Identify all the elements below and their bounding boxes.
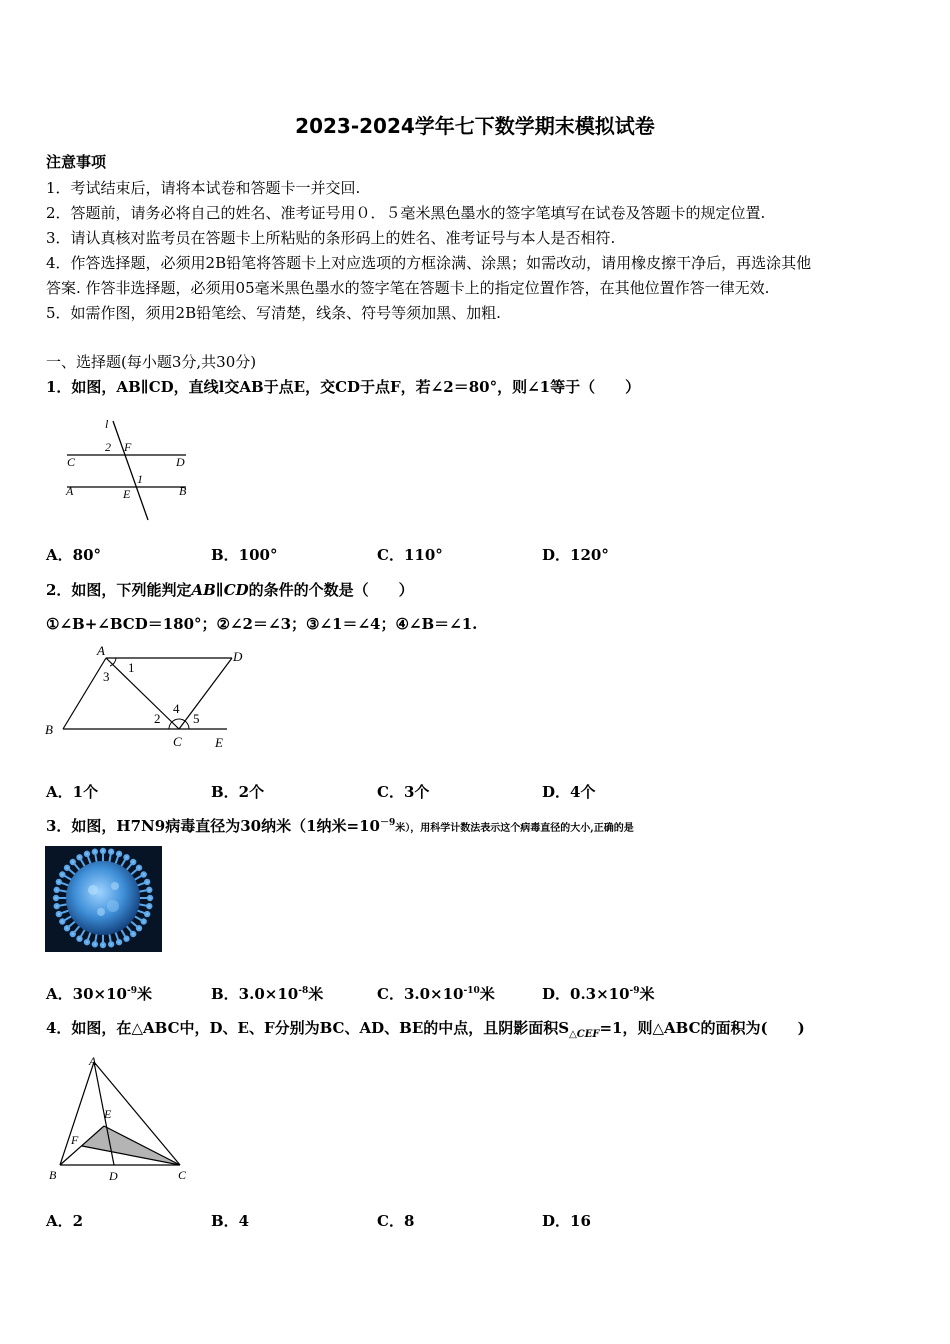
notice-item: 5．如需作图，须用2B铅笔绘、写清楚，线条、符号等须加黑、加粗. <box>46 304 501 322</box>
section-heading: 一、选择题(每小题3分,共30分) <box>46 353 257 371</box>
q1-option-b: B．100° <box>211 546 278 564</box>
notice-item: 4．作答选择题，必须用2B铅笔将答题卡上对应选项的方框涂满、涂黑；如需改动，请用橡皮擦干净后，再选涂其他 <box>46 254 812 272</box>
virus-spike-tip <box>109 850 113 854</box>
label-1: 1 <box>128 660 135 675</box>
notice-item: 答案. 作答非选择题，必须用05毫米黑色墨水的签字笔在答题卡上的指定位置作答，在其他位置作答一律无效. <box>46 279 770 297</box>
q2-conditions: ①∠B+∠BCD＝180°；②∠2＝∠3；③∠1＝∠4；④∠B＝∠1. <box>46 615 478 633</box>
virus-spike-tip <box>117 940 121 944</box>
virus-spike-tip <box>117 852 121 856</box>
q3-stem-exp: －9 <box>379 818 396 828</box>
virus-spike-tip <box>85 940 89 944</box>
q2-option-c: C．3个 <box>377 783 430 801</box>
virus-spike-tip <box>137 926 141 930</box>
virus-spike-tip <box>71 932 75 936</box>
virus-spike-tip <box>101 943 105 947</box>
virus-spike-tip <box>55 904 59 908</box>
virus-spike-tip <box>124 855 128 859</box>
label-4: 4 <box>173 701 180 716</box>
notice-heading: 注意事项 <box>46 153 107 171</box>
q2-stem <box>46 579 414 600</box>
virus-spike-tip <box>137 866 141 870</box>
line-dc <box>179 658 232 729</box>
q3-option-c: C．$3.0\times 10^{-10}$米 <box>377 985 495 1003</box>
q1-stem: 1．如图，AB∥CD，直线l交AB于点E，交CD于点F，若∠2＝80°，则∠1等于（ ） <box>46 378 641 396</box>
label-1: 1 <box>137 472 143 486</box>
q4-stem <box>46 1017 805 1040</box>
virus-spike-tip <box>147 904 151 908</box>
label-d: D <box>109 1169 118 1183</box>
q2-figure <box>40 643 255 755</box>
virus-spike-tip <box>109 942 113 946</box>
q1-option-a: A．80° <box>46 546 102 564</box>
q4-option-a: A．2 <box>46 1212 84 1230</box>
virus-spike-tip <box>142 919 146 923</box>
line-ac <box>106 658 179 729</box>
label-b: B <box>49 1168 57 1182</box>
label-a: A <box>66 484 74 498</box>
label-d: D <box>176 455 185 469</box>
virus-spike-tip <box>60 872 64 876</box>
q2-option-b: B．2个 <box>211 783 265 801</box>
virus-spike-tip <box>85 852 89 856</box>
line-l <box>113 421 148 520</box>
q2-stem-math: AB∥CD <box>191 581 249 599</box>
virus-spike-tip <box>57 880 61 884</box>
q1-figure <box>55 412 200 524</box>
q2-stem-post: 的条件的个数是（ ） <box>248 581 414 599</box>
label-l: l <box>105 417 109 431</box>
notice-item: 3．请认真核对监考员在答题卡上所粘贴的条形码上的姓名、准考证号与本人是否相符. <box>46 229 616 247</box>
virus-body <box>66 861 140 935</box>
page-title: 2023-2024学年七下数学期末模拟试卷 <box>295 114 655 138</box>
virus-spike-tip <box>55 888 59 892</box>
virus-spike-tip <box>71 860 75 864</box>
virus-spike-tip <box>77 937 81 941</box>
q3-stem-small: ，用科学计数法表示这个病毒直径的大小,正确的是 <box>410 823 634 834</box>
q3-option-d: D．$0.3\times 10^{-9}$米 <box>542 985 655 1003</box>
label-5: 5 <box>193 711 200 726</box>
virus-spike-tip <box>57 912 61 916</box>
label-c: C <box>178 1168 187 1182</box>
label-e: E <box>215 735 223 750</box>
virus-spike-tip <box>54 896 58 900</box>
virus-spike-tip <box>148 896 152 900</box>
q3-option-a: A．$30\times 10^{-9}$米 <box>46 985 152 1003</box>
label-e: E <box>123 487 131 501</box>
virus-spike-tip <box>65 866 69 870</box>
label-3: 3 <box>103 669 110 684</box>
q4-stem-sub: △CEF <box>569 1029 600 1040</box>
line-ba <box>63 658 106 729</box>
virus-spike-tip <box>145 880 149 884</box>
q1-option-c: C．110° <box>377 546 443 564</box>
virus-spike-tip <box>142 872 146 876</box>
label-f: F <box>124 440 132 454</box>
label-2: 2 <box>105 440 111 454</box>
q3-stem-main: 3．如图，H7N9病毒直径为30纳米（1纳米=10 <box>46 817 380 835</box>
label-d: D <box>233 649 243 664</box>
virus-image <box>45 846 162 952</box>
q2-stem-pre: 2．如图，下列能判定 <box>46 581 192 599</box>
label-a: A <box>97 643 105 658</box>
virus-spike-tip <box>65 926 69 930</box>
notice-item: 1．考试结束后，请将本试卷和答题卡一并交回. <box>46 179 361 197</box>
virus-spike-tip <box>77 855 81 859</box>
q3-stem-unit: 米） <box>395 823 411 834</box>
label-2: 2 <box>154 711 161 726</box>
q3-option-b: B．$3.0\times 10^{-8}$米 <box>211 985 324 1003</box>
label-f: F <box>71 1133 79 1147</box>
virus-spike-tip <box>147 888 151 892</box>
q1-option-d: D．120° <box>542 546 609 564</box>
q4-option-b: B．4 <box>211 1212 250 1230</box>
virus-spike-tip <box>131 932 135 936</box>
virus-spike-tip <box>145 912 149 916</box>
label-a: A <box>89 1055 97 1068</box>
q4-option-c: C．8 <box>377 1212 415 1230</box>
q4-stem-post: =1，则△ABC的面积为( ) <box>599 1019 805 1037</box>
label-c: C <box>67 455 76 469</box>
virus-spike-tip <box>93 942 97 946</box>
label-c: C <box>173 734 182 749</box>
q4-figure <box>42 1055 197 1187</box>
label-b: B <box>45 722 53 737</box>
virus-spike-tip <box>93 850 97 854</box>
q4-stem-main: 4．如图，在△ABC中，D、E、F分别为BC、AD、BE的中点，且阴影面积S <box>46 1019 570 1037</box>
virus-spike-tip <box>131 860 135 864</box>
virus-spike-tip <box>60 919 64 923</box>
q2-option-d: D．4个 <box>542 783 596 801</box>
label-e: E <box>104 1107 112 1121</box>
virus-spike-tip <box>101 849 105 853</box>
notice-item: 2．答题前，请务必将自己的姓名、准考证号用０．５毫米黑色墨水的签字笔填写在试卷及答题卡的规定位置. <box>46 204 766 222</box>
q3-stem <box>46 815 634 836</box>
label-b: B <box>179 484 187 498</box>
q4-option-d: D．16 <box>542 1212 591 1230</box>
virus-spike-tip <box>124 937 128 941</box>
q2-option-a: A．1个 <box>46 783 99 801</box>
